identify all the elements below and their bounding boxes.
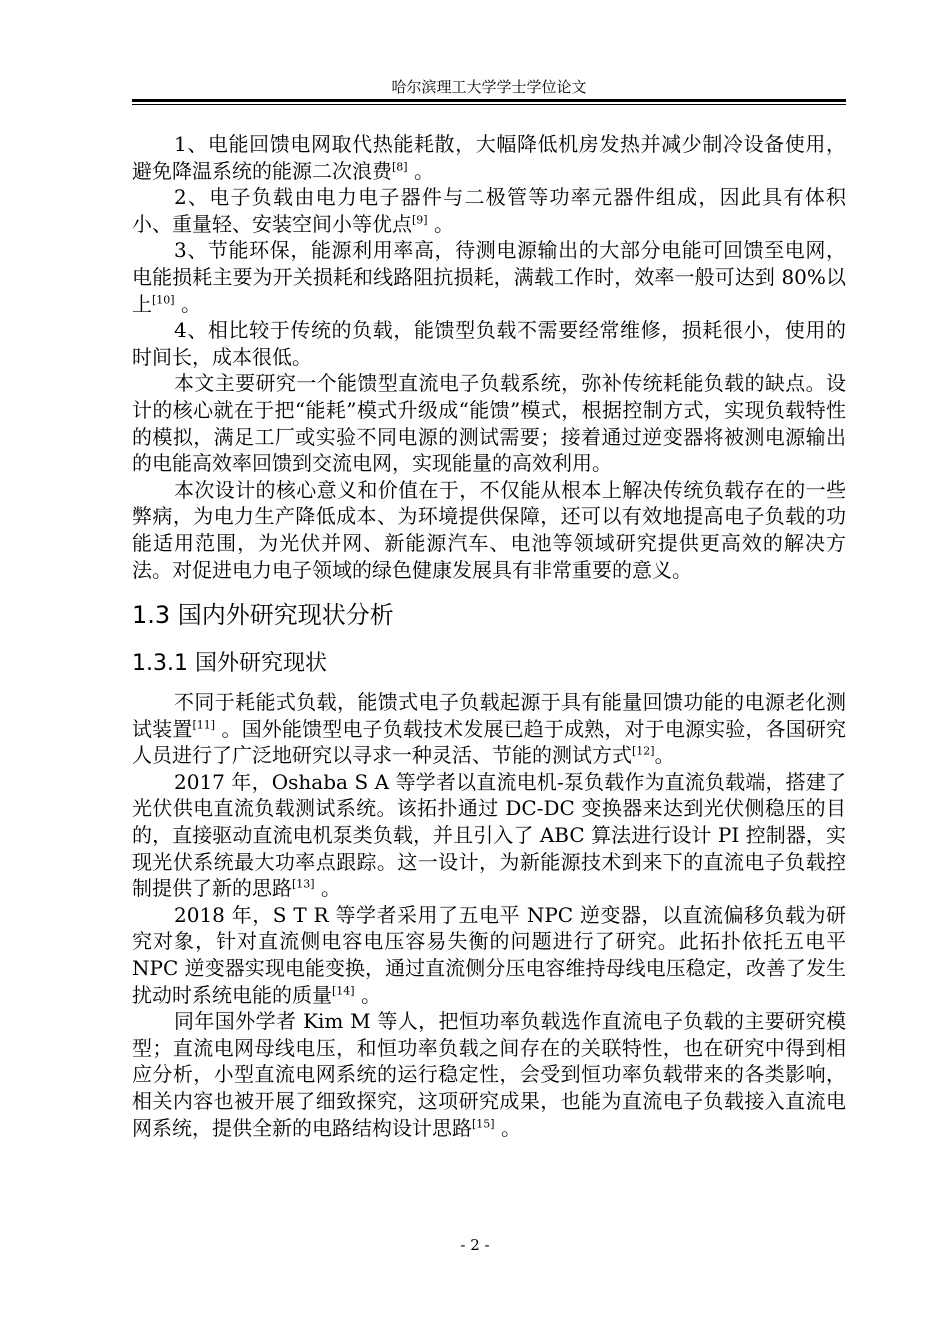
paragraph-foreign-overview: 不同于耗能式负载，能馈式电子负载起源于具有能量回馈功能的电源老化测试装置[11] 。国外能馈型电子负载技术发展已趋于成熟，对于电源实验，各国研究人员进行了广泛地研究以寻求一种灵活、节能的测试方式[12]。 — [132, 690, 847, 768]
paragraph-advantage-2: 2、电子负载由电力电子器件与二极管等功率元器件组成，因此具有体积小、重量轻、安装空间小等优点[9] 。 — [132, 185, 846, 236]
citation: [9] — [412, 213, 428, 227]
header-rule-thick — [132, 99, 846, 102]
paragraph-research-scope: 本文主要研究一个能馈型直流电子负载系统，弥补传统耗能负载的缺点。设计的核心就在于把“能耗”模式升级成“能馈”模式，根据控制方式，实现负载特性的模拟，满足工厂或实验不同电源的测试需要；接着通过逆变器将被测电源输出的电能高效率回馈到交流电网，实现能量的高效利用。 — [132, 371, 846, 476]
paragraph-advantage-1: 1、电能回馈电网取代热能耗散，大幅降低机房发热并减少制冷设备使用，避免降温系统的能源二次浪费[8] 。 — [132, 132, 846, 183]
citation: [15] — [472, 1116, 495, 1130]
citation: [12] — [632, 744, 655, 758]
header-rule-thin — [132, 104, 846, 105]
page-body — [132, 131, 846, 1141]
citation: [8] — [392, 159, 408, 173]
citation: [13] — [292, 877, 315, 891]
subsection-heading: 1.3.1 国外研究现状 — [132, 651, 327, 677]
paragraph-significance: 本次设计的核心意义和价值在于，不仅能从根本上解决传统负载存在的一些弊病，为电力生产降低成本、为环境提供保障，还可以有效地提高电子负载的功能适用范围，为光伏并网、新能源汽车、电池等领域研究提供更高效的解决方法。对促进电力电子领域的绿色健康发展具有非常重要的意义。 — [132, 477, 846, 582]
citation: [10] — [152, 292, 175, 306]
section-heading: 1.3 国内外研究现状分析 — [132, 601, 394, 630]
running-header: 哈尔滨理工大学学士学位论文 — [391, 78, 587, 96]
citation: [14] — [332, 983, 355, 997]
page-number: - 2 - — [460, 1236, 490, 1254]
citation: [11] — [192, 718, 216, 732]
paragraph-advantage-3: 3、节能环保，能源利用率高，待测电源输出的大部分电能可回馈至电网，电能损耗主要为开关损耗和线路阻抗损耗，满载工作时，效率一般可达到 80%以上[10] 。 — [132, 238, 846, 316]
paragraph-2017-study: 2017 年，Oshaba S A 等学者以直流电机-泵负载作为直流负载端，搭建了光伏供电直流负载测试系统。该拓扑通过 DC-DC 变换器来达到光伏侧稳压的目的，直接驱动直流电机泵类负载，并且引入了 ABC 算法进行设计 PI 控制器，实现光伏系统最大功率点跟踪。这一设计，为新能源技术到来下的直流电子负载控制提供了新的思路[13] 。 — [132, 769, 846, 901]
paragraph-kim-study: 同年国外学者 Kim M 等人，把恒功率负载选作直流电子负载的主要研究模型；直流电网母线电压，和恒功率负载之间存在的关联特性，也在研究中得到相应分析，小型直流电网系统的运行稳定性，会受到恒功率负载带来的各类影响，相关内容也被开展了细致探究，这项研究成果，也能为直流电子负载接入直流电网系统，提供全新的电路结构设计思路[15] 。 — [132, 1009, 846, 1140]
paragraph-advantage-4: 4、相比较于传统的负载，能馈型负载不需要经常维修，损耗很小，使用的时间长，成本很低。 — [132, 318, 846, 369]
paragraph-2018-study: 2018 年，S T R 等学者采用了五电平 NPC 逆变器，以直流偏移负载为研究对象，针对直流侧电容电压容易失衡的问题进行了研究。此拓扑依托五电平 NPC 逆变器实现电能变换，通过直流侧分压电容维持母线电压稳定，改善了发生扰动时系统电能的质量[14] 。 — [132, 902, 846, 1007]
